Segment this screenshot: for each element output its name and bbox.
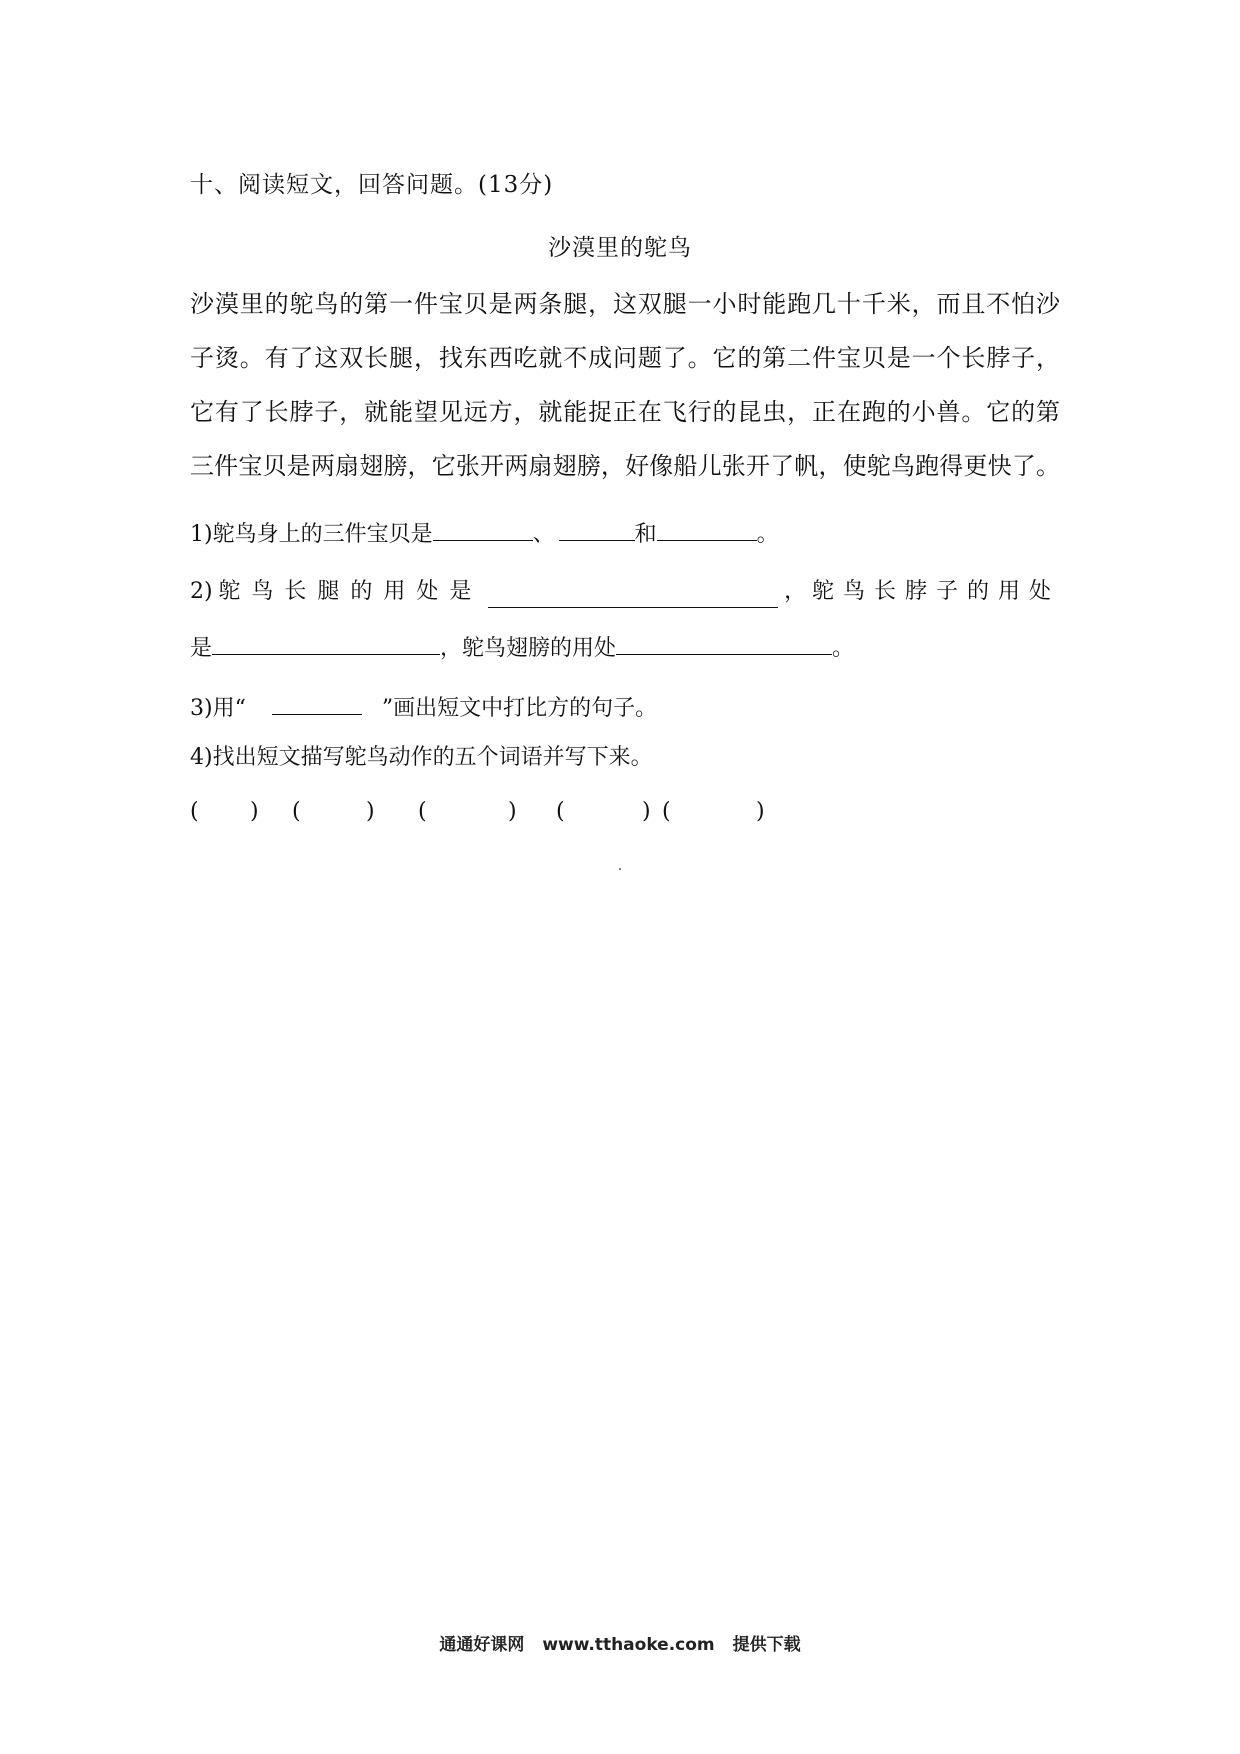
scan-speck bbox=[619, 868, 621, 870]
paren-open: ( bbox=[292, 799, 301, 824]
question-4: 4)找出短文描写鸵鸟动作的五个词语并写下来。 bbox=[190, 745, 653, 770]
answer-blank-2c[interactable] bbox=[616, 630, 832, 655]
paren-open: ( bbox=[190, 799, 199, 824]
passage-line: 子烫。有了这双长腿，找东西吃就不成问题了。它的第二件宝贝是一个长脖子， bbox=[190, 344, 1060, 372]
question-2-comma: ， bbox=[784, 579, 807, 604]
answer-blank-1c[interactable] bbox=[657, 516, 757, 541]
paren-close: ) bbox=[366, 799, 375, 824]
paren-close: ) bbox=[642, 799, 651, 824]
underline-sample bbox=[272, 690, 362, 715]
question-2-line2-start: 是 bbox=[190, 636, 213, 661]
paren-close: ) bbox=[250, 799, 259, 824]
question-2-part-2: 鸵鸟长脖子的用处 bbox=[811, 579, 1060, 604]
answer-blank-1a[interactable] bbox=[433, 516, 533, 541]
footer-action: 提供下载 bbox=[732, 1635, 801, 1655]
passage-title: 沙漠里的鸵鸟 bbox=[548, 235, 692, 261]
answer-blank-2b[interactable] bbox=[212, 630, 440, 655]
passage-line: 三件宝贝是两扇翅膀，它张开两扇翅膀，好像船儿张开了帆，使鸵鸟跑得更快了。 bbox=[190, 452, 1060, 480]
passage-line: 它有了长脖子，就能望见远方，就能捉正在飞行的昆虫，正在跑的小兽。它的第 bbox=[190, 398, 1060, 426]
passage-text bbox=[190, 284, 1060, 500]
question-2-number: 2) bbox=[190, 579, 213, 604]
question-2-part-1: 鸵鸟长腿的用处是 bbox=[218, 579, 483, 604]
paren-open: ( bbox=[418, 799, 427, 824]
answer-blank-2a[interactable] bbox=[488, 583, 778, 608]
question-3 bbox=[190, 690, 657, 725]
question-2-end: 。 bbox=[832, 636, 855, 661]
footer-url[interactable]: www.tthaoke.com bbox=[542, 1635, 715, 1655]
footer-brand: 通通好课网 bbox=[439, 1635, 525, 1655]
answer-blank-1b[interactable] bbox=[559, 516, 635, 541]
question-3-prefix: 3)用“ bbox=[190, 696, 246, 721]
paren-open: ( bbox=[556, 799, 565, 824]
question-2-line2-mid: ，鸵鸟翅膀的用处 bbox=[440, 636, 617, 661]
question-2-line-1 bbox=[190, 576, 1060, 608]
question-2-line-2 bbox=[190, 630, 854, 665]
question-1-prefix: 1)鸵鸟身上的三件宝贝是 bbox=[190, 522, 433, 547]
question-1-sep1: 、 bbox=[532, 522, 555, 547]
paren-open: ( bbox=[662, 799, 671, 824]
paren-close: ) bbox=[508, 799, 517, 824]
question-3-suffix: ”画出短文中打比方的句子。 bbox=[381, 696, 658, 721]
question-1-end: 。 bbox=[756, 522, 779, 547]
section-title: 十、阅读短文，回答问题。(13分) bbox=[190, 172, 554, 198]
paren-close: ) bbox=[756, 799, 765, 824]
question-1-sep2: 和 bbox=[634, 522, 657, 547]
footer bbox=[0, 1630, 1240, 1655]
question-1 bbox=[190, 516, 779, 551]
passage-line: 沙漠里的鸵鸟的第一件宝贝是两条腿，这双腿一小时能跑几十千米，而且不怕沙 bbox=[190, 290, 1060, 318]
